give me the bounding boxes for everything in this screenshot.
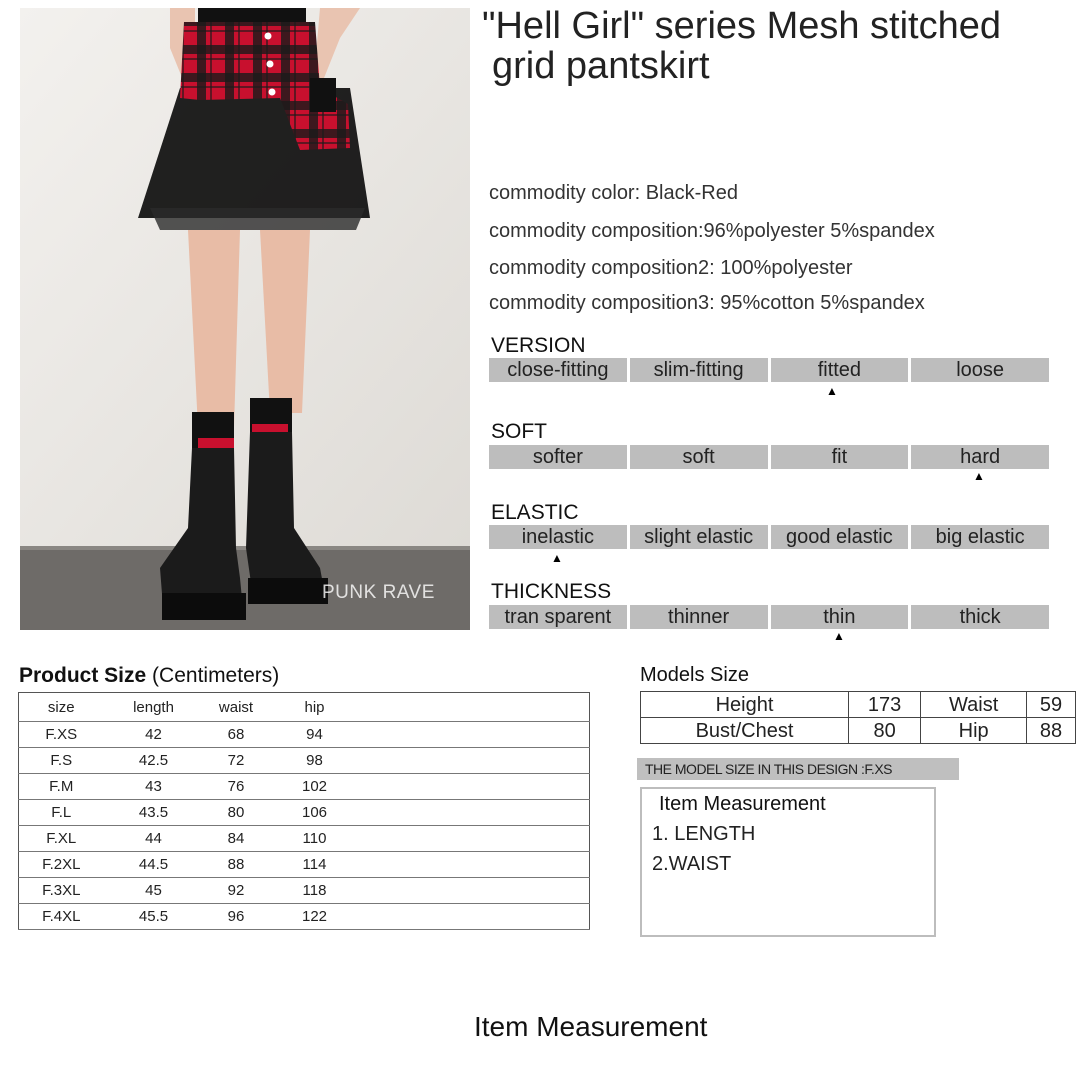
cell-waist: 80: [204, 800, 269, 826]
table-row: [19, 748, 590, 774]
brand-watermark: PUNK RAVE: [322, 582, 435, 603]
attr-composition-2: [489, 257, 853, 280]
cell-size: F.S: [19, 748, 104, 774]
version-label: VERSION: [491, 334, 586, 357]
version-option: loose: [911, 358, 1049, 382]
cell-hip-value: 88: [1027, 718, 1076, 744]
product-title: [482, 6, 1080, 86]
cell-hip: 118: [269, 878, 361, 904]
cell-hip: 106: [269, 800, 361, 826]
attr-value: 95%cotton 5%spandex: [720, 292, 925, 314]
cell-waist: 92: [204, 878, 269, 904]
table-row: [641, 718, 1076, 744]
thickness-option: thick: [911, 605, 1049, 629]
product-size-unit: (Centimeters): [152, 664, 280, 687]
table-row: [19, 800, 590, 826]
cell-waist: 88: [204, 852, 269, 878]
attr-composition: [489, 220, 935, 243]
models-size-title: Models Size: [640, 664, 749, 686]
measurement-box-title: Item Measurement: [659, 793, 826, 815]
cell-size: F.XS: [19, 722, 104, 748]
cell-hip: 110: [269, 826, 361, 852]
cell-hip: 114: [269, 852, 361, 878]
version-option: close-fitting: [489, 358, 627, 382]
measurement-item: 1. LENGTH: [652, 823, 756, 845]
table-row: [641, 692, 1076, 718]
cell-size: F.3XL: [19, 878, 104, 904]
cell-waist: 96: [204, 904, 269, 930]
cell-size: F.M: [19, 774, 104, 800]
cell-hip: 94: [269, 722, 361, 748]
elastic-option: slight elastic: [630, 525, 768, 549]
cell-length: 45: [104, 878, 204, 904]
elastic-option: good elastic: [771, 525, 909, 549]
thickness-label: THICKNESS: [491, 580, 612, 603]
title-line-2: grid pantskirt: [492, 45, 710, 87]
attr-value: 96%polyester 5%spandex: [703, 220, 935, 242]
cell-hip: 122: [269, 904, 361, 930]
cell-size: F.L: [19, 800, 104, 826]
soft-selected-marker-icon: ▲: [973, 469, 985, 483]
table-row: [19, 904, 590, 930]
product-size-table: [18, 692, 590, 930]
soft-option: fit: [771, 445, 909, 469]
cell-length: 44: [104, 826, 204, 852]
cell-waist: 76: [204, 774, 269, 800]
header-length: length: [104, 693, 204, 722]
table-row: [19, 852, 590, 878]
model-skirt-illustration: [20, 8, 470, 630]
header-hip: hip: [269, 693, 361, 722]
soft-option: soft: [630, 445, 768, 469]
product-size-title: Product Size: [19, 664, 147, 687]
cell-bust-value: 80: [848, 718, 920, 744]
elastic-option: inelastic: [489, 525, 627, 549]
cell-length: 42.5: [104, 748, 204, 774]
cell-length: 45.5: [104, 904, 204, 930]
cell-waist: 72: [204, 748, 269, 774]
cell-waist: 68: [204, 722, 269, 748]
soft-scale: [489, 445, 1049, 469]
cell-bust-label: Bust/Chest: [641, 718, 849, 744]
cell-hip-label: Hip: [921, 718, 1027, 744]
thickness-selected-marker-icon: ▲: [833, 629, 845, 643]
soft-option: softer: [489, 445, 627, 469]
elastic-option: big elastic: [911, 525, 1049, 549]
cell-hip: 102: [269, 774, 361, 800]
product-photo: [20, 8, 470, 630]
attr-value: Black-Red: [645, 182, 738, 204]
thickness-option: thin: [771, 605, 909, 629]
version-scale: [489, 358, 1049, 382]
version-option: slim-fitting: [630, 358, 768, 382]
table-row: [19, 722, 590, 748]
elastic-selected-marker-icon: ▲: [551, 551, 563, 565]
cell-waist-value: 59: [1027, 692, 1076, 718]
measurement-box: [640, 787, 936, 937]
cell-height-value: 173: [848, 692, 920, 718]
soft-option: hard: [911, 445, 1049, 469]
title-line-1: "Hell Girl" series Mesh stitched: [482, 5, 1002, 47]
attr-label: commodity composition:: [489, 220, 704, 242]
cell-waist: 84: [204, 826, 269, 852]
cell-size: F.4XL: [19, 904, 104, 930]
table-row: [19, 774, 590, 800]
cell-length: 43: [104, 774, 204, 800]
models-size-table: [640, 691, 1076, 744]
table-row: [19, 826, 590, 852]
attr-color: [489, 182, 738, 205]
attr-label: commodity composition2:: [489, 257, 715, 279]
cell-height-label: Height: [641, 692, 849, 718]
cell-length: 42: [104, 722, 204, 748]
attr-label: commodity composition3:: [489, 292, 715, 314]
table-row: [19, 878, 590, 904]
elastic-label: ELASTIC: [491, 501, 579, 524]
attr-label: commodity color:: [489, 182, 641, 204]
cell-length: 44.5: [104, 852, 204, 878]
soft-label: SOFT: [491, 420, 547, 443]
thickness-scale: [489, 605, 1049, 629]
attr-composition-3: [489, 292, 925, 315]
product-size-heading: [19, 664, 279, 688]
attr-value: 100%polyester: [720, 257, 853, 279]
cell-hip: 98: [269, 748, 361, 774]
header-waist: waist: [204, 693, 269, 722]
thickness-option: thinner: [630, 605, 768, 629]
cell-size: F.2XL: [19, 852, 104, 878]
cell-size: F.XL: [19, 826, 104, 852]
cell-waist-label: Waist: [921, 692, 1027, 718]
thickness-option: tran sparent: [489, 605, 627, 629]
measurement-item: 2.WAIST: [652, 853, 732, 875]
table-header-row: [19, 693, 590, 722]
elastic-scale: [489, 525, 1049, 549]
version-selected-marker-icon: ▲: [826, 384, 838, 398]
cell-length: 43.5: [104, 800, 204, 826]
version-option: fitted: [771, 358, 909, 382]
item-measurement-heading: Item Measurement: [474, 1011, 708, 1042]
model-size-note: THE MODEL SIZE IN THIS DESIGN :F.XS: [637, 758, 959, 780]
header-size: size: [19, 693, 104, 722]
